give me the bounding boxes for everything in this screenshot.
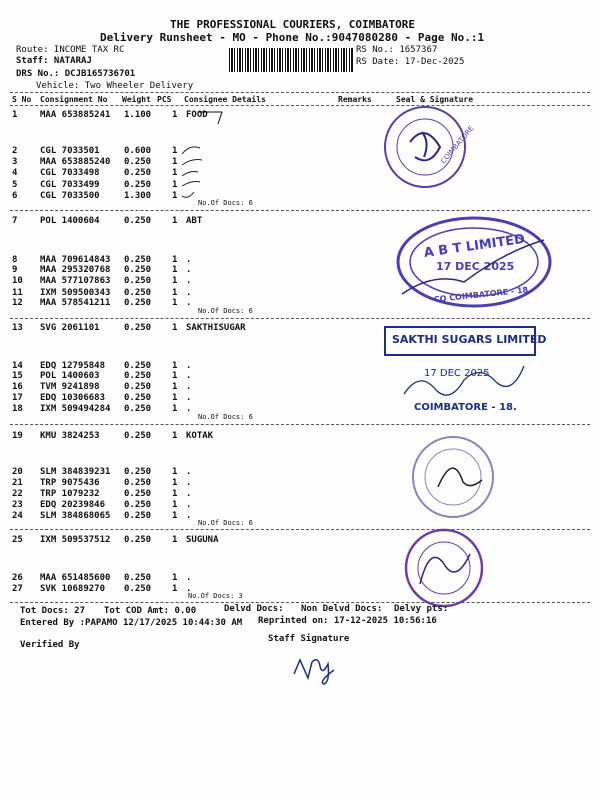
row-pcs: 1: [172, 431, 178, 441]
row-sno: 15: [12, 371, 23, 381]
col-remarks: Remarks: [338, 95, 372, 104]
row-weight: 0.250: [124, 500, 152, 510]
row-pcs: 1: [172, 511, 178, 521]
row-consignment-no: MAA 653885241: [40, 110, 111, 120]
row-pcs: 1: [172, 146, 178, 156]
food-round-stamp: [380, 102, 476, 192]
row-sno: 20: [12, 467, 23, 477]
group-separator: [10, 602, 590, 603]
row-consignment-no: TVM 9241898: [40, 382, 100, 392]
row-weight: 0.250: [124, 584, 152, 594]
row-weight: 0.250: [124, 535, 152, 545]
col-sno: S No: [12, 95, 32, 104]
row-consignment-no: IXM 509537512: [40, 535, 111, 545]
row-weight: 0.250: [124, 404, 152, 414]
group-separator: [10, 529, 590, 530]
row-consignment-no: IXM 509500343: [40, 288, 111, 298]
row-weight: 0.250: [124, 216, 152, 226]
food-signature-box: [198, 108, 228, 128]
row-sno: 3: [12, 157, 18, 167]
col-consignment: Consignment No: [40, 95, 108, 104]
row-sno: 25: [12, 535, 23, 545]
row-weight: 0.250: [124, 478, 152, 488]
row-consignment-no: CGL 7033498: [40, 168, 100, 178]
row-consignment-no: EDQ 20239846: [40, 500, 106, 510]
abt-stamp-date: 17 DEC 2025: [436, 260, 515, 273]
sakthi-signature: [400, 360, 530, 410]
row-consignment-no: POL 1400604: [40, 216, 100, 226]
row-pcs: 1: [172, 168, 178, 178]
group-separator: [10, 318, 590, 319]
row-pcs: 1: [172, 393, 178, 403]
row-pcs: 1: [172, 288, 178, 298]
row-sno: 22: [12, 489, 23, 499]
row-consignment-no: POL 1400603: [40, 371, 100, 381]
row-weight: 1.300: [124, 191, 152, 201]
row-sno: 23: [12, 500, 23, 510]
suguna-round-stamp: [400, 524, 488, 612]
row-weight: 0.250: [124, 276, 152, 286]
row-consignee: .: [186, 255, 192, 265]
delivered-docs: Delvd Docs:: [224, 604, 284, 614]
row-consignment-no: SLM 384868065: [40, 511, 111, 521]
row-consignment-no: MAA 577107863: [40, 276, 111, 286]
row-weight: 0.250: [124, 323, 152, 333]
staff-label: Staff: NATARAJ: [16, 56, 92, 66]
abt-stamp-name: A B T LIMITED: [422, 231, 526, 261]
row-weight: 0.250: [124, 431, 152, 441]
row-sno: 19: [12, 431, 23, 441]
row-consignee: SAKTHISUGAR: [186, 323, 246, 333]
row-sno: 21: [12, 478, 23, 488]
row-pcs: 1: [172, 323, 178, 333]
staff-signature: [290, 652, 340, 686]
row-consignment-no: TRP 1079232: [40, 489, 100, 499]
row-weight: 0.250: [124, 298, 152, 308]
row-consignment-no: SVG 2061101: [40, 323, 100, 333]
sakthi-stamp-name: SAKTHI SUGARS LIMITED: [392, 333, 547, 346]
row-consignee: .: [186, 404, 192, 414]
column-header-separator: [10, 105, 590, 106]
row-sno: 1: [12, 110, 18, 120]
row-consignment-no: KMU 3824253: [40, 431, 100, 441]
row-weight: 0.250: [124, 382, 152, 392]
total-cod-amount: Tot COD Amt: 0.00: [104, 606, 197, 616]
row-weight: 0.250: [124, 573, 152, 583]
group-separator: [10, 210, 590, 211]
group-count: No.Of Docs: 6: [198, 519, 253, 527]
row-pcs: 1: [172, 371, 178, 381]
row-weight: 0.250: [124, 467, 152, 477]
row-consignment-no: MAA 651485600: [40, 573, 111, 583]
row-consignee: .: [186, 361, 192, 371]
row-sno: 27: [12, 584, 23, 594]
row-weight: 0.250: [124, 393, 152, 403]
kotak-round-stamp: [408, 432, 498, 522]
row-consignee: .: [186, 467, 192, 477]
abt-limited-stamp: [394, 212, 554, 312]
row-sno: 2: [12, 146, 18, 156]
group-count: No.Of Docs: 6: [198, 199, 253, 207]
food-stamp-text: COIMBATORE: [439, 124, 476, 166]
row-weight: 0.250: [124, 361, 152, 371]
row-consignment-no: CGL 7033499: [40, 180, 100, 190]
row-consignee: SUGUNA: [186, 535, 219, 545]
row-pcs: 1: [172, 478, 178, 488]
vehicle-label: Vehicle: Two Wheeler Delivery: [36, 81, 194, 91]
row-pcs: 1: [172, 361, 178, 371]
row-consignment-no: CGL 7033500: [40, 191, 100, 201]
row-pcs: 1: [172, 265, 178, 275]
entered-by: Entered By :PAPAMO 12/17/2025 10:44:30 AM: [20, 618, 243, 628]
row-pcs: 1: [172, 110, 178, 120]
row-pcs: 1: [172, 382, 178, 392]
row-sno: 16: [12, 382, 23, 392]
row-consignment-no: MAA 709614843: [40, 255, 111, 265]
row-pcs: 1: [172, 157, 178, 167]
row-consignee: .: [186, 265, 192, 275]
row-weight: 1.100: [124, 110, 152, 120]
row-consignee: .: [186, 276, 192, 286]
row-sno: 4: [12, 168, 18, 178]
row-pcs: 1: [172, 500, 178, 510]
row-consignment-no: CGL 7033501: [40, 146, 100, 156]
row-pcs: 1: [172, 255, 178, 265]
delivery-tick-marks: [180, 140, 210, 202]
group-count: No.Of Docs: 3: [188, 592, 243, 600]
row-consignment-no: MAA 653885240: [40, 157, 111, 167]
row-consignee: .: [186, 500, 192, 510]
row-pcs: 1: [172, 404, 178, 414]
drs-label: DRS No.: DCJB165736701: [16, 69, 136, 79]
row-weight: 0.600: [124, 146, 152, 156]
row-consignee: .: [186, 478, 192, 488]
row-sno: 13: [12, 323, 23, 333]
row-consignee: KOTAK: [186, 431, 214, 441]
row-sno: 10: [12, 276, 23, 286]
abt-stamp-city: CO COIMBATORE - 18: [433, 285, 529, 305]
non-delivered-docs: Non Delvd Docs:: [301, 604, 383, 614]
staff-signature-label: Staff Signature: [268, 634, 350, 644]
row-sno: 17: [12, 393, 23, 403]
row-consignment-no: EDQ 12795848: [40, 361, 106, 371]
row-weight: 0.250: [124, 489, 152, 499]
row-weight: 0.250: [124, 168, 152, 178]
col-seal: Seal & Signature: [396, 95, 474, 104]
row-consignee: .: [186, 298, 192, 308]
row-sno: 14: [12, 361, 23, 371]
sakthi-stamp-box: [384, 326, 547, 356]
row-sno: 24: [12, 511, 23, 521]
row-consignment-no: SLM 384839231: [40, 467, 111, 477]
header-separator: [10, 92, 590, 93]
row-pcs: 1: [172, 298, 178, 308]
row-consignee: .: [186, 573, 192, 583]
runsheet-subtitle: Delivery Runsheet - MO - Phone No.:9047080280 - Page No.:1: [100, 31, 485, 44]
row-pcs: 1: [172, 489, 178, 499]
row-sno: 11: [12, 288, 23, 298]
row-consignee: .: [186, 511, 192, 521]
row-consignment-no: SVK 10689270: [40, 584, 106, 594]
row-consignment-no: TRP 9075436: [40, 478, 100, 488]
row-sno: 5: [12, 180, 18, 190]
row-consignee: .: [186, 489, 192, 499]
row-sno: 18: [12, 404, 23, 414]
reprinted-on: Reprinted on: 17-12-2025 10:56:16: [258, 616, 437, 626]
row-consignment-no: EDQ 10306683: [40, 393, 106, 403]
row-sno: 26: [12, 573, 23, 583]
row-weight: 0.250: [124, 288, 152, 298]
row-weight: 0.250: [124, 255, 152, 265]
delivery-points: Delvy pts:: [394, 604, 449, 614]
row-pcs: 1: [172, 180, 178, 190]
col-pcs: PCS: [157, 95, 172, 104]
company-title: THE PROFESSIONAL COURIERS, COIMBATORE: [170, 18, 416, 31]
row-pcs: 1: [172, 276, 178, 286]
row-sno: 12: [12, 298, 23, 308]
sakthi-stamp-city: COIMBATORE - 18.: [414, 402, 517, 413]
verified-by: Verified By: [20, 640, 80, 650]
row-weight: 0.250: [124, 511, 152, 521]
row-sno: 6: [12, 191, 18, 201]
group-separator: [10, 424, 590, 425]
row-consignee: .: [186, 371, 192, 381]
row-weight: 0.250: [124, 157, 152, 167]
row-sno: 8: [12, 255, 18, 265]
row-sno: 9: [12, 265, 18, 275]
row-pcs: 1: [172, 584, 178, 594]
row-sno: 7: [12, 216, 18, 226]
col-consignee: Consignee Details: [184, 95, 266, 104]
col-weight: Weight: [122, 95, 151, 104]
row-consignment-no: MAA 578541211: [40, 298, 111, 308]
sakthi-stamp-date: 17 DEC 2025: [424, 368, 490, 379]
row-consignee: .: [186, 584, 192, 594]
barcode: [229, 48, 353, 72]
row-consignee: .: [186, 288, 192, 298]
row-pcs: 1: [172, 467, 178, 477]
total-docs: Tot Docs: 27: [20, 606, 86, 616]
row-weight: 0.250: [124, 371, 152, 381]
row-consignment-no: IXM 509494284: [40, 404, 111, 414]
rs-number: RS No.: 1657367: [356, 45, 438, 55]
route-label: Route: INCOME TAX RC: [16, 45, 125, 55]
rs-date: RS Date: 17-Dec-2025: [356, 57, 465, 67]
row-pcs: 1: [172, 216, 178, 226]
row-consignee: ABT: [186, 216, 203, 226]
row-pcs: 1: [172, 573, 178, 583]
row-consignee: FOOD: [186, 110, 208, 120]
row-pcs: 1: [172, 535, 178, 545]
row-weight: 0.250: [124, 265, 152, 275]
row-consignment-no: MAA 295320768: [40, 265, 111, 275]
row-weight: 0.250: [124, 180, 152, 190]
row-pcs: 1: [172, 191, 178, 201]
row-consignee: .: [186, 382, 192, 392]
row-consignee: .: [186, 393, 192, 403]
group-count: No.Of Docs: 6: [198, 413, 253, 421]
group-count: No.Of Docs: 6: [198, 307, 253, 315]
